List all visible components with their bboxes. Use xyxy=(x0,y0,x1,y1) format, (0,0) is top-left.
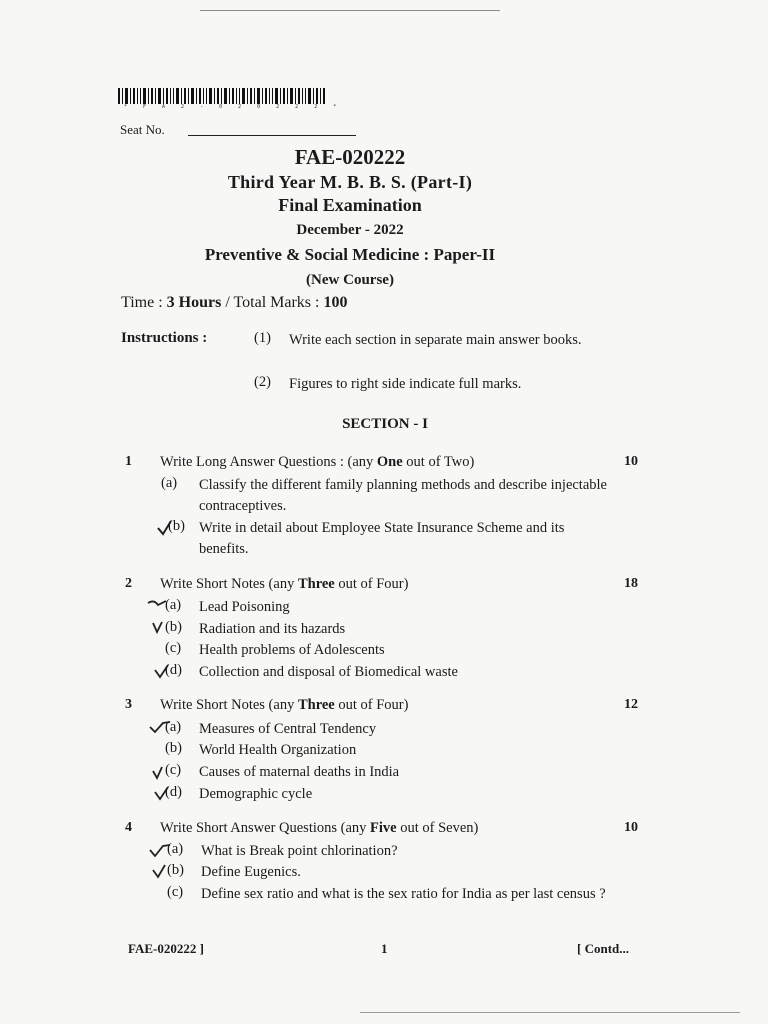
question-heading xyxy=(160,697,620,714)
question-number: 4 xyxy=(125,820,132,835)
exam-title: Final Examination xyxy=(278,195,422,215)
heading-text: Write Short Notes (any xyxy=(160,697,298,713)
subquestion-label: (b) xyxy=(165,740,182,756)
page-number: 1 xyxy=(381,941,388,956)
time-value: 3 Hours xyxy=(166,294,222,311)
instructions-label: Instructions : xyxy=(121,330,208,346)
heading-bold: Three xyxy=(297,697,335,713)
subquestion-text: Health problems of Adolescents xyxy=(199,642,385,658)
subquestion-label: (b) xyxy=(168,518,185,534)
heading-text: Write Short Answer Questions (any xyxy=(160,820,371,836)
question-heading xyxy=(160,576,620,593)
course-label: (New Course) xyxy=(306,272,394,288)
footer-paper-code: FAE-020222 ] xyxy=(128,941,204,956)
subquestion-text: What is Break point chlorination? xyxy=(201,843,398,859)
subquestion-text: Measures of Central Tendency xyxy=(199,721,377,737)
heading-text: out of Four) xyxy=(334,697,409,713)
subquestion-text: Define sex ratio and what is the sex ratio for India as per last census ? xyxy=(201,886,606,902)
heading-bold: Five xyxy=(370,820,397,836)
time-label: Time : xyxy=(121,294,167,311)
seat-number-label: Seat No. xyxy=(120,122,165,137)
bottom-rule xyxy=(360,1012,740,1013)
subquestion-label: (d) xyxy=(165,784,182,800)
heading-text: out of Seven) xyxy=(396,820,479,836)
barcode-digits: * F A 2 - 0 2 0 2 2 2 * xyxy=(124,104,343,110)
subquestion-text: Demographic cycle xyxy=(199,786,313,802)
question-heading xyxy=(160,820,620,837)
question-marks: 12 xyxy=(624,697,638,712)
subquestion-text: Collection and disposal of Biomedical waste xyxy=(199,664,458,680)
subquestion-label: (b) xyxy=(167,862,184,878)
question-heading xyxy=(160,454,620,471)
section-title: SECTION - I xyxy=(342,416,428,432)
marks-label: Total Marks : xyxy=(233,294,324,311)
marks-value: 100 xyxy=(323,294,348,311)
subquestion-text: Define Eugenics. xyxy=(201,864,301,880)
question-marks: 10 xyxy=(624,454,638,469)
exam-month: December - 2022 xyxy=(296,222,404,238)
subquestion-label: (a) xyxy=(165,719,182,735)
question-number: 2 xyxy=(125,576,132,591)
subquestion-label: (d) xyxy=(165,662,182,678)
question-marks: 18 xyxy=(624,576,638,591)
subquestion-label: (a) xyxy=(165,597,182,613)
subject-title: Preventive & Social Medicine : Paper-II xyxy=(204,245,496,264)
subquestion-label: (c) xyxy=(167,884,184,900)
time-marks-line xyxy=(121,294,347,312)
subquestion-label: (b) xyxy=(165,619,182,635)
subquestion-label: (a) xyxy=(161,475,178,491)
instruction-number: (1) xyxy=(254,330,271,346)
question-number: 3 xyxy=(125,697,132,712)
subquestion-text: Write in detail about Employee State Insurance Scheme and its benefits. xyxy=(199,520,565,557)
subquestion-label: (c) xyxy=(165,762,182,778)
subquestion-text: Causes of maternal deaths in India xyxy=(199,764,400,780)
heading-text: out of Four) xyxy=(334,576,409,592)
continued-label: [ Contd... xyxy=(577,941,630,956)
question-number: 1 xyxy=(125,454,132,469)
subquestion-text: Radiation and its hazards xyxy=(199,621,346,637)
subquestion-label: (a) xyxy=(167,841,184,857)
paper-code: FAE-020222 xyxy=(294,145,406,169)
separator: / xyxy=(221,294,234,311)
subquestion-text: Classify the different family planning methods and describe injectable contraceptives. xyxy=(199,477,607,514)
instruction-text: Figures to right side indicate full marks. xyxy=(289,376,522,392)
year-title: Third Year M. B. B. S. (Part-I) xyxy=(227,172,473,192)
heading-text: Write Long Answer Questions : (any xyxy=(160,454,377,470)
heading-bold: One xyxy=(376,454,403,470)
subquestion-text: Lead Poisoning xyxy=(199,599,290,615)
question-marks: 10 xyxy=(624,820,638,835)
instruction-text: Write each section in separate main answer books. xyxy=(289,332,582,348)
seat-number-blank xyxy=(188,135,356,136)
instruction-number: (2) xyxy=(254,374,271,390)
subquestion-text: World Health Organization xyxy=(199,742,357,758)
top-rule xyxy=(200,10,500,11)
heading-text: Write Short Notes (any xyxy=(160,576,298,592)
heading-text: out of Two) xyxy=(402,454,475,470)
heading-bold: Three xyxy=(297,576,335,592)
subquestion-label: (c) xyxy=(165,640,182,656)
